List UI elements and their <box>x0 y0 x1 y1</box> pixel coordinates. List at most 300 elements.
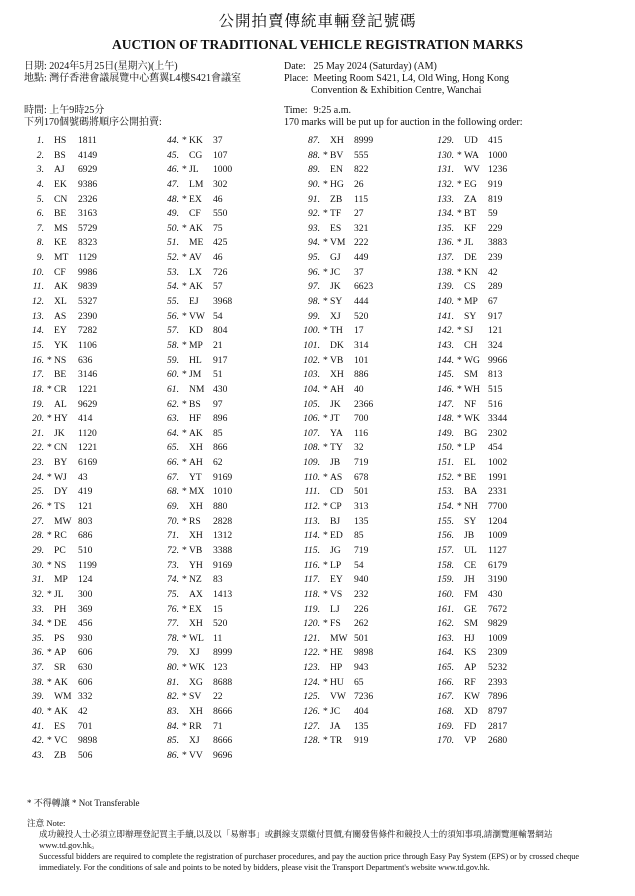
mark-digits: 501 <box>354 486 369 498</box>
mark-digits: 1106 <box>78 339 97 351</box>
not-transferable-marker: * <box>323 442 328 454</box>
mark-number: 58. <box>167 339 179 351</box>
not-transferable-marker: * <box>47 501 52 513</box>
not-transferable-marker: * <box>457 501 462 513</box>
mark-letters: SR <box>54 662 66 674</box>
mark-number: 3. <box>36 164 44 176</box>
not-transferable-marker: * <box>182 662 187 674</box>
mark-number: 161. <box>437 603 454 615</box>
mark-digits: 700 <box>354 413 369 425</box>
mark-number: 94. <box>308 237 320 249</box>
not-transferable-marker: * <box>323 208 328 220</box>
notes-en-line-1: Successful bidders are required to complete the registration of purchaser procedures, and pay the auction price through Easy Pay System (EPS) or by crossed cheque <box>39 852 579 861</box>
mark-digits: 3388 <box>213 544 233 556</box>
mark-letters: VW <box>330 691 346 703</box>
mark-letters: ES <box>330 222 342 234</box>
not-transferable-marker: * <box>182 398 187 410</box>
mark-number: 81. <box>167 676 179 688</box>
mark-letters: HF <box>189 413 202 425</box>
mark-digits: 54 <box>213 310 223 322</box>
mark-number: 39. <box>32 691 44 703</box>
mark-number: 144. <box>437 354 454 366</box>
notes-heading: 注意 Note: <box>27 818 66 828</box>
mark-letters: EG <box>464 178 477 190</box>
mark-number: 170. <box>437 735 454 747</box>
mark-letters: WV <box>464 164 480 176</box>
mark-letters: EY <box>330 574 343 586</box>
mark-number: 61. <box>167 383 179 395</box>
zh-time-label: 時間: <box>24 105 47 116</box>
mark-letters: FD <box>464 720 477 732</box>
mark-letters: LM <box>189 178 204 190</box>
mark-number: 97. <box>308 281 320 293</box>
mark-letters: JL <box>189 164 199 176</box>
mark-digits: 940 <box>354 574 369 586</box>
mark-digits: 449 <box>354 252 369 264</box>
not-transferable-marker: * <box>323 413 328 425</box>
mark-letters: LJ <box>330 603 340 615</box>
en-date-label: Date: <box>284 61 306 72</box>
mark-digits: 300 <box>78 588 93 600</box>
mark-number: 66. <box>167 457 179 469</box>
mark-digits: 2302 <box>488 427 508 439</box>
mark-number: 40. <box>32 705 44 717</box>
mark-letters: CF <box>54 266 66 278</box>
mark-number: 52. <box>167 252 179 264</box>
mark-number: 78. <box>167 632 179 644</box>
mark-letters: VC <box>54 735 68 747</box>
mark-digits: 262 <box>354 618 369 630</box>
mark-number: 4. <box>36 178 44 190</box>
mark-digits: 121 <box>78 501 93 513</box>
mark-number: 126. <box>303 705 320 717</box>
mark-letters: ME <box>189 237 204 249</box>
mark-digits: 11 <box>213 632 223 644</box>
mark-letters: RR <box>189 720 202 732</box>
mark-number: 22. <box>32 442 44 454</box>
mark-digits: 101 <box>354 354 369 366</box>
mark-letters: XD <box>464 705 478 717</box>
mark-letters: MT <box>54 252 69 264</box>
mark-number: 88. <box>308 149 320 161</box>
mark-digits: 5327 <box>78 296 98 308</box>
mark-number: 136. <box>437 237 454 249</box>
mark-digits: 135 <box>354 720 369 732</box>
mark-letters: GE <box>464 603 477 615</box>
mark-letters: JC <box>330 266 341 278</box>
mark-letters: NF <box>464 398 477 410</box>
mark-digits: 57 <box>213 281 223 293</box>
mark-letters: CP <box>330 501 342 513</box>
mark-letters: AK <box>54 705 68 717</box>
mark-digits: 1002 <box>488 457 508 469</box>
mark-letters: MP <box>189 339 203 351</box>
mark-number: 90. <box>308 178 320 190</box>
mark-letters: XH <box>189 501 203 513</box>
mark-letters: JH <box>464 574 475 586</box>
mark-digits: 804 <box>213 325 228 337</box>
mark-letters: ES <box>54 720 66 732</box>
mark-number: 55. <box>167 296 179 308</box>
mark-digits: 22 <box>213 691 223 703</box>
mark-digits: 2309 <box>488 647 508 659</box>
not-transferable-marker: * <box>323 383 328 395</box>
mark-number: 51. <box>167 237 179 249</box>
mark-digits: 726 <box>213 266 228 278</box>
mark-digits: 9386 <box>78 178 98 190</box>
mark-number: 123. <box>303 662 320 674</box>
mark-letters: JL <box>54 588 64 600</box>
mark-number: 11. <box>32 281 44 293</box>
mark-digits: 107 <box>213 149 228 161</box>
mark-digits: 27 <box>354 208 364 220</box>
mark-letters: GJ <box>330 252 341 264</box>
mark-digits: 919 <box>488 178 503 190</box>
mark-number: 60. <box>167 369 179 381</box>
mark-number: 116. <box>303 559 320 571</box>
mark-number: 16. <box>32 354 44 366</box>
not-transferable-marker: * <box>323 237 328 249</box>
mark-digits: 444 <box>354 296 369 308</box>
mark-letters: BE <box>54 369 67 381</box>
mark-digits: 515 <box>488 383 503 395</box>
mark-digits: 21 <box>213 339 223 351</box>
mark-letters: XJ <box>189 647 200 659</box>
not-transferable-marker: * <box>182 632 187 644</box>
mark-letters: PC <box>54 544 66 556</box>
mark-letters: PS <box>54 632 65 644</box>
mark-number: 99. <box>308 310 320 322</box>
mark-digits: 71 <box>213 720 223 732</box>
not-transferable-marker: * <box>457 383 462 395</box>
mark-number: 150. <box>437 442 454 454</box>
mark-letters: MP <box>54 574 68 586</box>
mark-number: 147. <box>437 398 454 410</box>
mark-digits: 9898 <box>354 647 374 659</box>
mark-digits: 1010 <box>213 486 233 498</box>
mark-digits: 803 <box>78 515 93 527</box>
mark-digits: 886 <box>354 369 369 381</box>
not-transferable-marker: * <box>323 618 328 630</box>
mark-letters: SV <box>189 691 202 703</box>
mark-letters: MS <box>54 222 68 234</box>
mark-letters: AK <box>54 281 68 293</box>
mark-digits: 67 <box>488 296 498 308</box>
mark-digits: 1009 <box>488 530 508 542</box>
mark-digits: 124 <box>78 574 93 586</box>
mark-digits: 121 <box>488 325 503 337</box>
zh-place-label: 地點: <box>24 73 47 84</box>
zh-date <box>24 61 178 73</box>
mark-digits: 6179 <box>488 559 508 571</box>
mark-number: 18. <box>32 383 44 395</box>
mark-letters: NH <box>464 501 478 513</box>
mark-digits: 229 <box>488 222 503 234</box>
not-transferable-marker: * <box>457 413 462 425</box>
mark-digits: 9898 <box>78 735 98 747</box>
mark-number: 75. <box>167 588 179 600</box>
mark-number: 160. <box>437 588 454 600</box>
mark-letters: WK <box>189 662 205 674</box>
mark-digits: 37 <box>354 266 364 278</box>
mark-number: 77. <box>167 618 179 630</box>
not-transferable-marker: * <box>47 559 52 571</box>
mark-letters: ZB <box>54 749 67 761</box>
mark-letters: WJ <box>54 471 67 483</box>
mark-number: 45. <box>167 149 179 161</box>
mark-number: 62. <box>167 398 179 410</box>
mark-digits: 430 <box>488 588 503 600</box>
mark-digits: 8666 <box>213 705 233 717</box>
mark-letters: KN <box>464 266 478 278</box>
mark-letters: AJ <box>54 164 65 176</box>
mark-digits: 321 <box>354 222 369 234</box>
not-transferable-marker: * <box>323 178 328 190</box>
mark-digits: 324 <box>488 339 503 351</box>
mark-letters: AH <box>330 383 344 395</box>
mark-digits: 943 <box>354 662 369 674</box>
mark-letters: ZA <box>464 193 477 205</box>
mark-letters: VB <box>189 544 203 556</box>
mark-letters: AL <box>54 398 67 410</box>
mark-number: 168. <box>437 705 454 717</box>
not-transferable-marker: * <box>457 354 462 366</box>
mark-letters: HY <box>54 413 68 425</box>
mark-letters: KS <box>464 647 477 659</box>
mark-letters: ED <box>330 530 343 542</box>
mark-digits: 1413 <box>213 588 233 600</box>
mark-letters: HJ <box>464 632 475 644</box>
mark-digits: 123 <box>213 662 228 674</box>
not-transferable-marker: * <box>182 427 187 439</box>
mark-letters: XJ <box>189 735 200 747</box>
mark-letters: LX <box>189 266 202 278</box>
mark-digits: 1312 <box>213 530 233 542</box>
mark-letters: HE <box>330 647 343 659</box>
mark-letters: XG <box>189 676 203 688</box>
mark-letters: WH <box>464 383 480 395</box>
mark-number: 68. <box>167 486 179 498</box>
mark-letters: JL <box>464 237 474 249</box>
mark-number: 108. <box>303 442 320 454</box>
mark-digits: 430 <box>213 383 228 395</box>
mark-digits: 1204 <box>488 515 508 527</box>
mark-digits: 3883 <box>488 237 508 249</box>
not-transferable-marker: * <box>323 296 328 308</box>
mark-digits: 1236 <box>488 164 508 176</box>
mark-digits: 419 <box>78 486 93 498</box>
mark-letters: EL <box>464 457 476 469</box>
not-transferable-marker: * <box>457 237 462 249</box>
mark-letters: EK <box>54 178 67 190</box>
mark-letters: DY <box>54 486 68 498</box>
mark-digits: 7700 <box>488 501 508 513</box>
mark-digits: 606 <box>78 676 93 688</box>
mark-letters: DK <box>330 339 344 351</box>
mark-digits: 2817 <box>488 720 508 732</box>
mark-letters: AH <box>189 457 203 469</box>
mark-letters: CN <box>54 442 68 454</box>
mark-number: 6. <box>36 208 44 220</box>
mark-letters: YH <box>189 559 203 571</box>
mark-digits: 239 <box>488 252 503 264</box>
mark-digits: 2828 <box>213 515 233 527</box>
mark-number: 93. <box>308 222 320 234</box>
mark-number: 42. <box>32 735 44 747</box>
mark-digits: 3146 <box>78 369 98 381</box>
mark-number: 92. <box>308 208 320 220</box>
not-transferable-marker: * <box>182 339 187 351</box>
not-transferable-marker: * <box>323 149 328 161</box>
mark-letters: NS <box>54 559 67 571</box>
mark-number: 118. <box>303 588 320 600</box>
mark-digits: 37 <box>213 135 223 146</box>
mark-letters: SM <box>464 618 478 630</box>
mark-digits: 510 <box>78 544 93 556</box>
mark-digits: 9839 <box>78 281 98 293</box>
not-transferable-marker: * <box>47 442 52 454</box>
mark-number: 82. <box>167 691 179 703</box>
mark-number: 41. <box>32 720 44 732</box>
mark-digits: 2680 <box>488 735 508 747</box>
mark-number: 132. <box>437 178 454 190</box>
mark-digits: 8323 <box>78 237 98 249</box>
mark-number: 19. <box>32 398 44 410</box>
mark-letters: DE <box>54 618 67 630</box>
mark-number: 109. <box>303 457 320 469</box>
not-transferable-marker: * <box>182 164 187 176</box>
mark-number: 128. <box>303 735 320 747</box>
not-transferable-marker: * <box>323 501 328 513</box>
mark-letters: VS <box>330 588 343 600</box>
mark-digits: 9829 <box>488 618 508 630</box>
not-transferable-marker: * <box>457 178 462 190</box>
not-transferable-marker: * <box>323 588 328 600</box>
mark-number: 80. <box>167 662 179 674</box>
mark-number: 159. <box>437 574 454 586</box>
mark-number: 56. <box>167 310 179 322</box>
mark-digits: 26 <box>354 178 364 190</box>
mark-digits: 1000 <box>213 164 233 176</box>
mark-number: 31. <box>32 574 44 586</box>
mark-number: 115. <box>303 544 320 556</box>
mark-number: 86. <box>167 749 179 761</box>
mark-letters: NM <box>189 383 205 395</box>
mark-digits: 3344 <box>488 413 508 425</box>
mark-number: 14. <box>32 325 44 337</box>
mark-number: 70. <box>167 515 179 527</box>
not-transferable-marker: * <box>182 281 187 293</box>
mark-digits: 7672 <box>488 603 508 615</box>
mark-digits: 520 <box>213 618 228 630</box>
mark-letters: BS <box>189 398 201 410</box>
mark-letters: LP <box>330 559 342 571</box>
mark-digits: 454 <box>488 442 503 454</box>
not-transferable-marker: * <box>47 471 52 483</box>
mark-number: 129. <box>437 135 454 146</box>
not-transferable-marker: * <box>47 676 52 688</box>
mark-letters: TY <box>330 442 343 454</box>
mark-digits: 3163 <box>78 208 98 220</box>
mark-letters: BJ <box>330 515 341 527</box>
mark-digits: 3968 <box>213 296 233 308</box>
mark-letters: AK <box>189 281 203 293</box>
not-transferable-marker: * <box>182 544 187 556</box>
mark-digits: 3190 <box>488 574 508 586</box>
mark-number: 32. <box>32 588 44 600</box>
mark-digits: 42 <box>488 266 498 278</box>
not-transferable-marker: * <box>47 413 52 425</box>
mark-letters: KF <box>464 222 477 234</box>
mark-letters: BT <box>464 208 477 220</box>
mark-number: 96. <box>308 266 320 278</box>
mark-digits: 9696 <box>213 749 233 761</box>
mark-number: 79. <box>167 647 179 659</box>
mark-letters: YK <box>54 339 68 351</box>
mark-letters: XL <box>54 296 67 308</box>
mark-digits: 46 <box>213 252 223 264</box>
not-transferable-marker: * <box>47 618 52 630</box>
mark-number: 104. <box>303 383 320 395</box>
mark-digits: 550 <box>213 208 228 220</box>
mark-number: 130. <box>437 149 454 161</box>
mark-number: 101. <box>303 339 320 351</box>
not-transferable-marker: * <box>323 735 328 747</box>
mark-number: 141. <box>437 310 454 322</box>
mark-letters: XH <box>189 705 203 717</box>
mark-digits: 116 <box>354 427 369 439</box>
mark-digits: 8688 <box>213 676 233 688</box>
mark-number: 100. <box>303 325 320 337</box>
mark-letters: WG <box>464 354 480 366</box>
mark-number: 21. <box>32 427 44 439</box>
en-date <box>284 61 437 73</box>
en-place-value-1: Meeting Room S421, L4, Old Wing, Hong Kong <box>313 73 510 84</box>
not-transferable-marker: * <box>323 325 328 337</box>
mark-number: 53. <box>167 266 179 278</box>
mark-number: 122. <box>303 647 320 659</box>
not-transferable-marker: * <box>47 588 52 600</box>
mark-letters: HP <box>330 662 343 674</box>
mark-digits: 46 <box>213 193 223 205</box>
en-place-value-2: Convention & Exhibition Centre, Wanchai <box>311 85 482 96</box>
mark-digits: 1991 <box>488 471 508 483</box>
en-time <box>284 105 351 117</box>
mark-number: 73. <box>167 559 179 571</box>
not-transferable-marker: * <box>323 676 328 688</box>
en-place-label: Place: <box>284 73 309 84</box>
mark-number: 38. <box>32 676 44 688</box>
mark-digits: 6169 <box>78 457 98 469</box>
not-transferable-marker: * <box>323 530 328 542</box>
mark-digits: 59 <box>488 208 498 220</box>
mark-letters: AS <box>54 310 67 322</box>
mark-number: 153. <box>437 486 454 498</box>
not-transferable-marker: * <box>457 208 462 220</box>
mark-letters: XH <box>189 530 203 542</box>
mark-letters: JB <box>330 457 341 469</box>
mark-number: 17. <box>32 369 44 381</box>
mark-digits: 930 <box>78 632 93 644</box>
mark-number: 124. <box>303 676 320 688</box>
mark-digits: 1127 <box>488 544 507 556</box>
mark-letters: XH <box>330 135 344 146</box>
mark-number: 91. <box>308 193 320 205</box>
mark-number: 71. <box>167 530 179 542</box>
mark-number: 54. <box>167 281 179 293</box>
mark-digits: 51 <box>213 369 223 381</box>
mark-number: 9. <box>36 252 44 264</box>
